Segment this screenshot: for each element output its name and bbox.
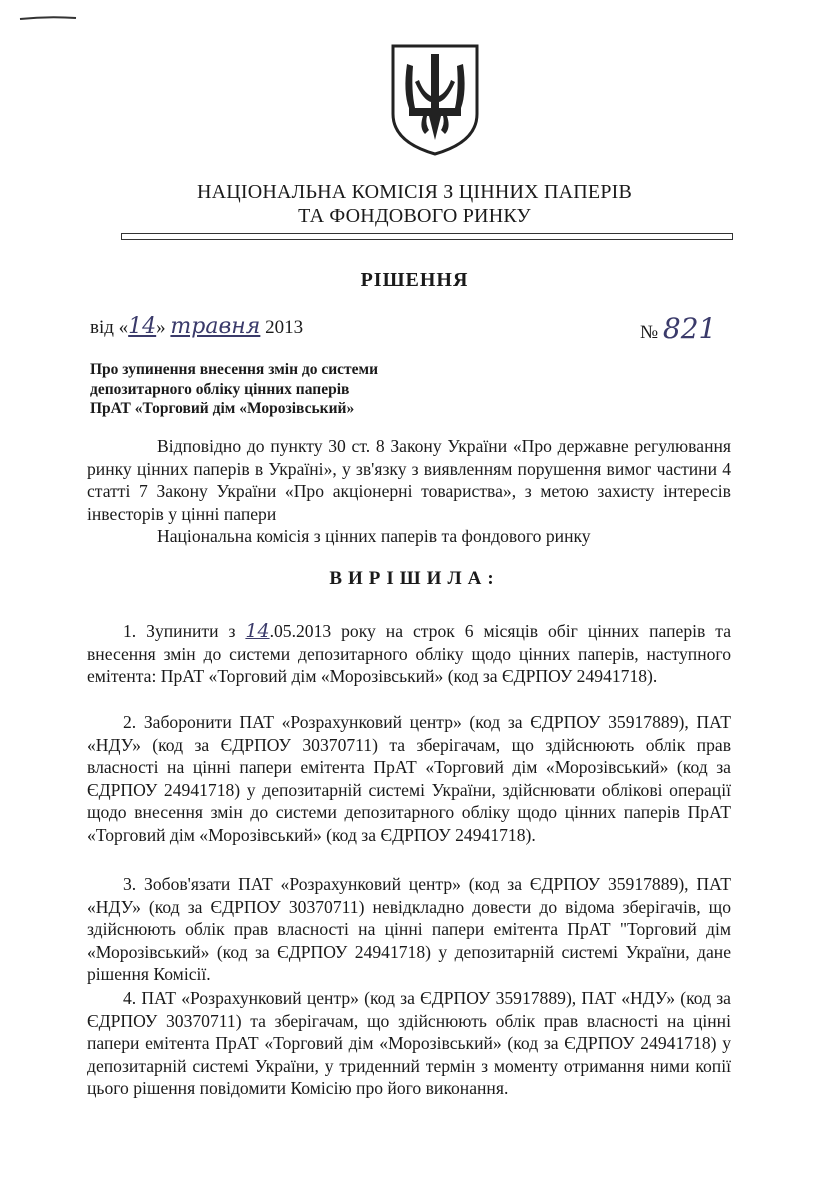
item1-start: 1. Зупинити з [123, 621, 246, 641]
number-prefix: № [640, 322, 659, 343]
date-mid: » [156, 317, 166, 338]
date-month-handwritten: травня [170, 314, 261, 339]
organization-name-line2: ТА ФОНДОВОГО РИНКУ [298, 205, 531, 227]
decision-number [640, 312, 716, 345]
organization-name-line1: НАЦІОНАЛЬНА КОМІСІЯ З ЦІННИХ ПАПЕРІВ [196, 181, 633, 203]
decision-item-3: 3. Зобов'язати ПАТ «Розрахунковий центр» (код за ЄДРПОУ 35917889), ПАТ «НДУ» (код за ЄДРПОУ 30370711) невідкладно довести до відома зберігачів, що здійснюють облік прав власності на цінні папери емітента ПрАТ "Торговий дім «Морозівський» (код за ЄДРПОУ 24941718) у депозитарній системі України, дане рішення Комісії. [87, 874, 731, 984]
subject-line: ПрАТ «Торговий дім «Морозівський» [90, 400, 355, 417]
decision-date [90, 314, 303, 339]
header-double-rule [121, 233, 733, 240]
decided-heading: ВИРІШИЛА: [329, 568, 500, 589]
document-type-title: РІШЕННЯ [360, 269, 469, 291]
number-handwritten: 821 [662, 312, 717, 345]
preamble-paragraph: Відповідно до пункту 30 ст. 8 Закону України «Про державне регулювання ринку цінних паперів в Україні», у зв'язку з виявленням порушення вимог частини 4 статті 7 Закону України «Про акціонерні товариства», з метою захисту інтересів інвесторів у цінні папери [87, 436, 731, 524]
item1-day-handwritten: 14 [245, 620, 270, 642]
commission-name-paragraph: Національна комісія з цінних паперів та фондового ринку [157, 526, 591, 546]
date-day-handwritten: 14 [128, 314, 157, 339]
coat-of-arms-trident-icon [389, 42, 481, 158]
date-year: 2013 [265, 317, 304, 338]
scan-mark [18, 14, 78, 24]
decision-subject [90, 360, 510, 419]
date-prefix: від « [90, 317, 129, 338]
decision-item-1 [87, 620, 731, 688]
subject-line: депозитарного обліку цінних паперів [90, 380, 350, 398]
item1-rest: .05.2013 року на строк 6 місяців обіг цінних паперів та внесення змін до системи депозитарного обліку щодо цінних паперів, наступного емітента: ПрАТ «Торговий дім «Морозівський» (код за ЄДРПОУ 24941718). [87, 621, 732, 686]
decision-item-2: 2. Заборонити ПАТ «Розрахунковий центр» (код за ЄДРПОУ 35917889), ПАТ «НДУ» (код за ЄДРПОУ 30370711) та зберігачам, що здійснюють облік прав власності на цінні папери емітента ПрАТ «Торговий дім «Морозівський» (код за ЄДРПОУ 24941718) у депозитарній системі України, здійснювати облікові операції щодо внесення змін до системи депозитарного обліку щодо цінних паперів ПрАТ «Торговий дім «Морозівський» (код за ЄДРПОУ 24941718). [87, 712, 731, 845]
subject-line: Про зупинення внесення змін до системи [90, 361, 379, 378]
decision-item-4: 4. ПАТ «Розрахунковий центр» (код за ЄДРПОУ 35917889), ПАТ «НДУ» (код за ЄДРПОУ 30370711) та зберігачам, що здійснюють облік прав власності на цінні папери емітента ПрАТ «Торговий дім «Морозівський» (код за ЄДРПОУ 24941718) у депозитарній системі України, у триденний термін з моменту отримання ними копії цього рішення повідомити Комісію про його виконання. [87, 988, 731, 1098]
